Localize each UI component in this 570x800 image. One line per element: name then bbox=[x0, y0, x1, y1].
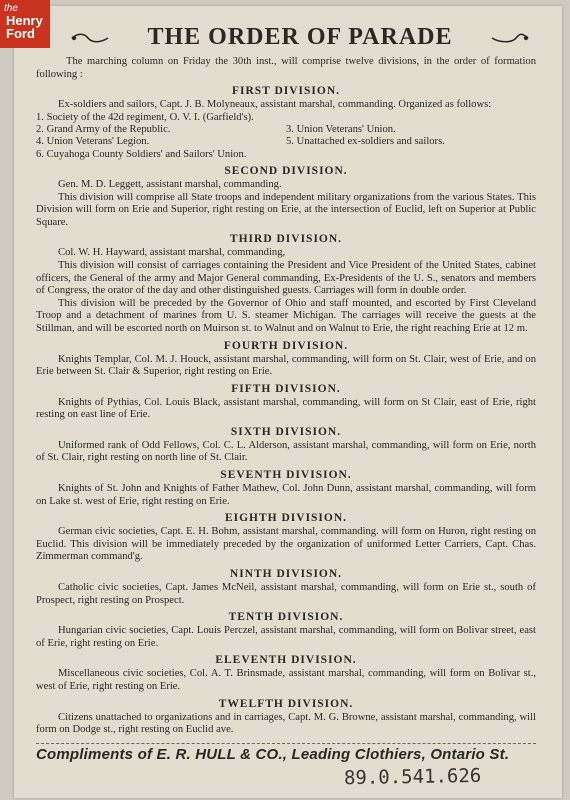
division-heading: ELEVENTH DIVISION. bbox=[215, 654, 357, 667]
organization-list-item bbox=[286, 112, 536, 124]
division-paragraph: Knights Templar, Col. M. J. Houck, assistant marshal, commanding, will form on St. Clair, west of Erie, and on Erie between St. Clair & Superior, right resting on Erie. bbox=[36, 353, 536, 378]
footer-divider bbox=[36, 743, 536, 744]
division-paragraph: This division will consist of carriages containing the President and Vice President of the United States, cabinet officers, the General of the army and Major General commanding, Ex-Presidents of the U. S., senators and members of Congress, the orator of the day and other distinguished guests. Carriages will form in double order. bbox=[36, 259, 536, 297]
division-paragraph: This division will be preceded by the Governor of Ohio and staff mounted, and escorted by First Cleveland Troop and a detachment of marines from U. S. steamer Michigan. The carriages will receive the guests at the Stillman, and will be escorted north on Muirson st. to Walnut and on Walnut to Erie, the right reaching Erie at 12 m. bbox=[36, 297, 536, 334]
division-paragraph: German civic societies, Capt. E. H. Bohm, assistant marshal, commanding. will form on Huron, right resting on Euclid. This division will be immediately preceded by the organization of uniformed Letter Carriers, Capt. Chas. Zimmerman command'g. bbox=[36, 526, 536, 563]
organization-list-item bbox=[286, 149, 536, 161]
division-heading: THIRD DIVISION. bbox=[229, 233, 343, 246]
footer-compliments: Compliments of E. R. HULL & CO., Leading Clothiers, Ontario St. bbox=[36, 745, 510, 763]
catalog-number: 89.0.541.626 bbox=[343, 764, 482, 790]
division-paragraph: Hungarian civic societies, Capt. Louis Perczel, assistant marshal, commanding, will form on Bolivar street, east of Erie, right resting on Erie. bbox=[36, 625, 536, 649]
division-heading: FIRST DIVISION. bbox=[231, 85, 341, 98]
division-heading: FOURTH DIVISION. bbox=[223, 339, 349, 352]
division-paragraph: Col. W. H. Hayward, assistant marshal, commanding, bbox=[58, 247, 286, 259]
organization-list-item: 3. Union Veterans' Union. bbox=[286, 124, 396, 136]
intro-paragraph: The marching column on Friday the 30th inst., will comprise twelve divisions, in the order of formation following : bbox=[36, 56, 536, 80]
right-flourish-icon bbox=[490, 32, 530, 44]
divisions-list bbox=[36, 84, 536, 737]
document-content bbox=[36, 24, 536, 763]
henry-ford-logo bbox=[0, 0, 50, 48]
division-paragraph: Knights of Pythias, Col. Louis Black, assistant marshal, commanding, will form on St Clair, east of Erie, right resting on east line of Erie. bbox=[36, 396, 536, 421]
organization-list bbox=[36, 112, 536, 161]
organization-list-item: 4. Union Veterans' Legion. bbox=[36, 136, 150, 148]
division-paragraph: Gen. M. D. Leggett, assistant marshal, commanding. bbox=[58, 178, 282, 190]
organization-list-item: 1. Society of the 42d regiment, O. V. I. (Garfield's). bbox=[36, 111, 254, 123]
logo-line-1: the bbox=[4, 3, 18, 14]
division-paragraph: This division will comprise all State troops and independent military organizations from the various States. This Division will form on Erie and Superior, right resting on Erie, at the intersection of Euclid, left on Superior at Public Square. bbox=[36, 191, 536, 228]
division-paragraph: Knights of St. John and Knights of Father Mathew, Col. John Dunn, assistant marshal, commanding, will form on Lake st. west of Erie, right resting on Erie. bbox=[36, 483, 536, 507]
organization-list-item: 5. Unattached ex-soldiers and sailors. bbox=[286, 136, 445, 148]
left-flourish-icon bbox=[70, 32, 110, 44]
division-heading: NINTH DIVISION. bbox=[229, 568, 343, 581]
division-heading: FIFTH DIVISION. bbox=[231, 382, 341, 395]
organization-list-item: 6. Cuyahoga County Soldiers' and Sailors' Union. bbox=[36, 148, 247, 160]
division-heading: TWELFTH DIVISION. bbox=[218, 697, 354, 710]
division-heading: TENTH DIVISION. bbox=[228, 611, 344, 624]
organization-list-item: 2. Grand Army of the Republic. bbox=[36, 124, 171, 136]
division-heading: EIGHTH DIVISION. bbox=[224, 512, 348, 525]
logo-line-2: Henry Ford bbox=[6, 13, 43, 41]
division-heading: SIXTH DIVISION. bbox=[230, 425, 342, 438]
division-paragraph: Catholic civic societies, Capt. James McNeil, assistant marshal, commanding, will form on Erie st., south of Prospect, right resting on Prospect. bbox=[36, 582, 536, 606]
division-paragraph: Miscellaneous civic societies, Col. A. T. Brinsmade, assistant marshal, commanding, will form on Bolivar st., west of Erie, right resting on Erie. bbox=[36, 668, 536, 692]
division-paragraph: Citizens unattached to organizations and in carriages, Capt. M. G. Browne, assistant marshal, commanding, will form on Dodge st., right resting on Euclid ave. bbox=[36, 711, 536, 736]
division-heading: SEVENTH DIVISION. bbox=[220, 469, 352, 482]
division-paragraph: Ex-soldiers and sailors, Capt. J. B. Molyneaux, assistant marshal, commanding. Organized as follows: bbox=[58, 99, 492, 111]
division-heading: SECOND DIVISION. bbox=[224, 164, 348, 177]
title-row bbox=[70, 24, 530, 50]
page-title: THE ORDER OF PARADE bbox=[147, 24, 453, 50]
division-paragraph: Uniformed rank of Odd Fellows, Col. C. L. Alderson, assistant marshal, commanding, will form on Erie, north of St. Clair, right resting on north line of St. Clair. bbox=[36, 439, 536, 464]
